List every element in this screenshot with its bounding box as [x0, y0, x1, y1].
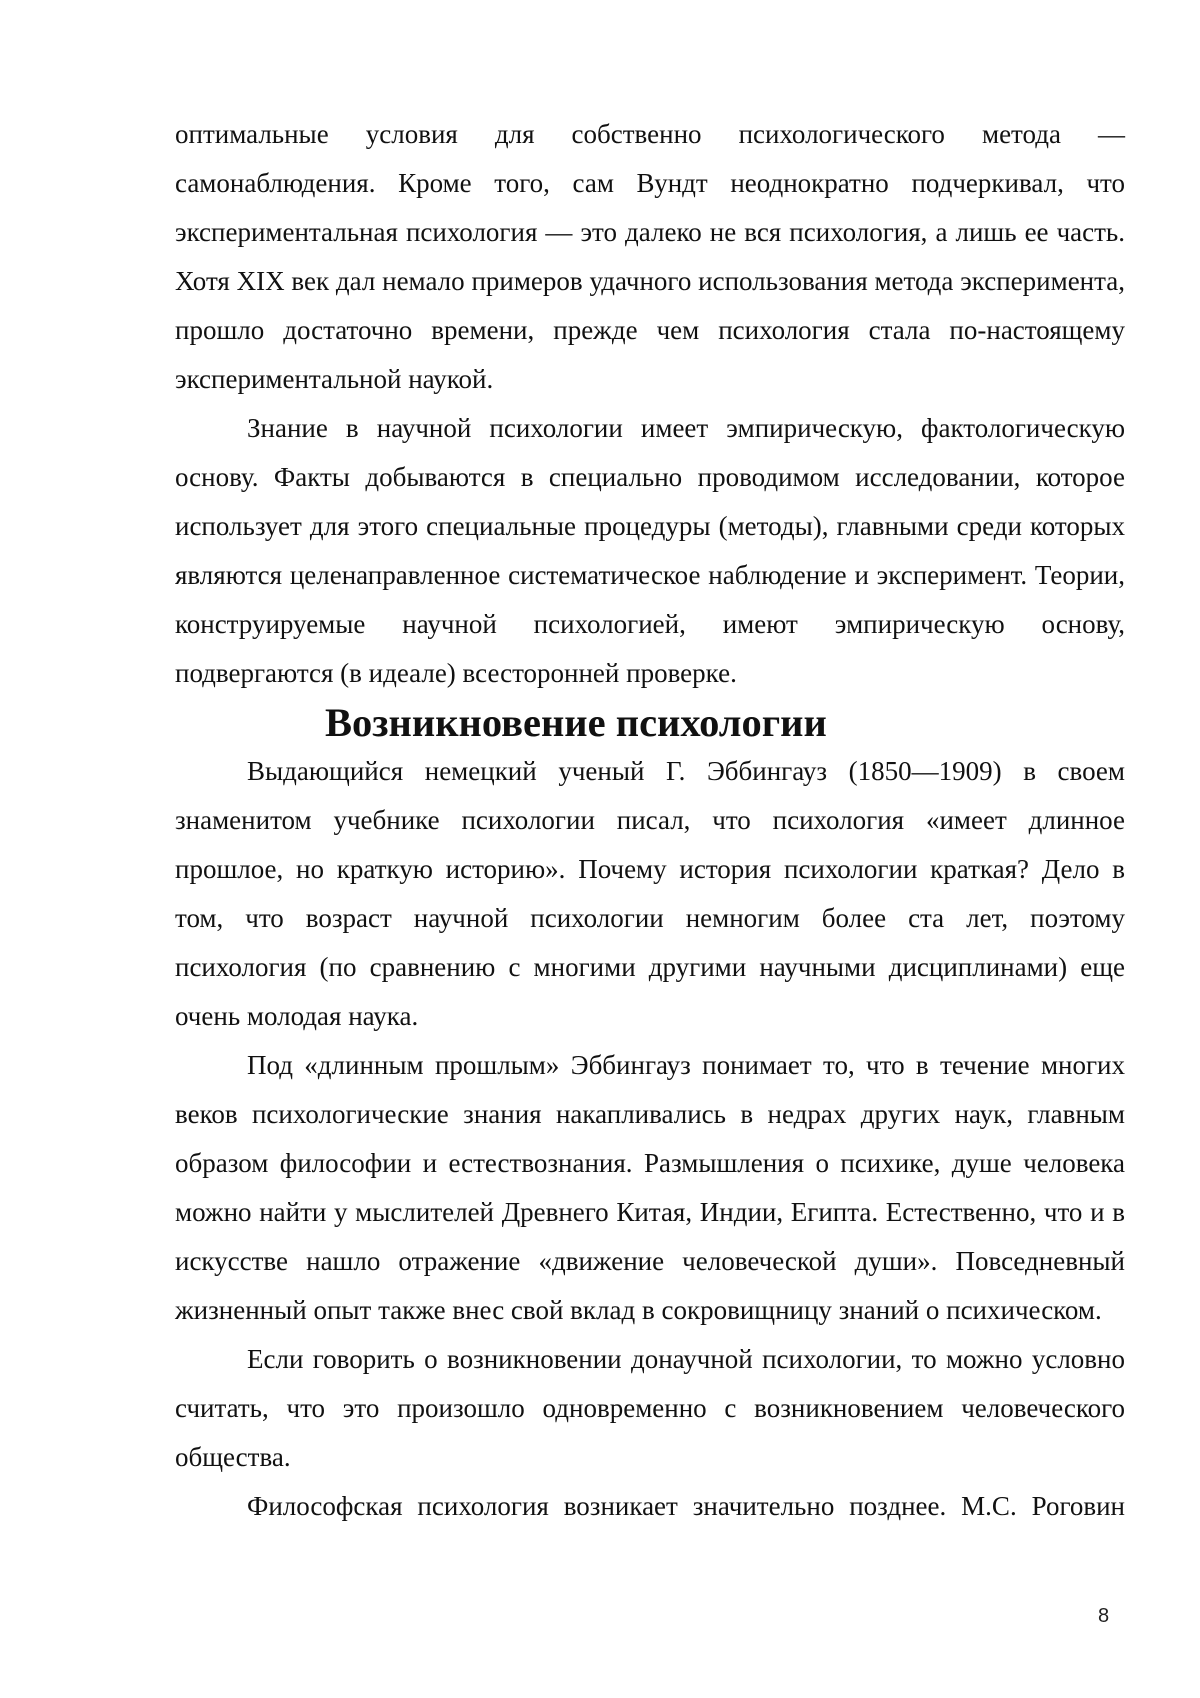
section-heading: Возникновение психологии [175, 698, 1125, 747]
page-number: 8 [1098, 1605, 1109, 1628]
paragraph-scientific-knowledge: Знание в научной психологии имеет эмпирическую, фактологическую основу. Факты добываются в специально проводимом исследовании, которое использует для этого специальные процедуры (методы), главными среди которых являются целенаправленное систематическое наблюдение и эксперимент. Теории, конструируемые научной психологией, имеют эмпирическую основу, подвергаются (в идеале) всесторонней проверке. [175, 404, 1125, 698]
paragraph-philosophical: Философская психология возникает значительно позднее. М.С. Роговин [175, 1482, 1125, 1531]
paragraph-continuation: оптимальные условия для собственно психологического метода — самонаблюдения. Кроме того, сам Вундт неоднократно подчеркивал, что экспериментальная психология — это далеко не вся психология, а лишь ее часть. Хотя XIX век дал немало примеров удачного использования метода эксперимента, прошло достаточно времени, прежде чем психология стала по-настоящему экспериментальной наукой. [175, 110, 1125, 404]
paragraph-long-past: Под «длинным прошлым» Эббингауз понимает то, что в течение многих веков психологические знания накапливались в недрах других наук, главным образом философии и естествознания. Размышления о психике, душе человека можно найти у мыслителей Древнего Китая, Индии, Египта. Естественно, что и в искусстве нашло отражение «движение человеческой души». Повседневный жизненный опыт также внес свой вклад в сокровищницу знаний о психическом. [175, 1041, 1125, 1335]
paragraph-ebbinghaus: Выдающийся немецкий ученый Г. Эббингауз (1850—1909) в своем знаменитом учебнике психологии писал, что психология «имеет длинное прошлое, но краткую историю». Почему история психологии краткая? Дело в том, что возраст научной психологии немногим более ста лет, поэтому психология (по сравнению с многими другими научными дисциплинами) еще очень молодая наука. [175, 747, 1125, 1041]
document-page [175, 110, 1125, 1531]
paragraph-prescientific: Если говорить о возникновении донаучной психологии, то можно условно считать, что это произошло одновременно с возникновением человеческого общества. [175, 1335, 1125, 1482]
